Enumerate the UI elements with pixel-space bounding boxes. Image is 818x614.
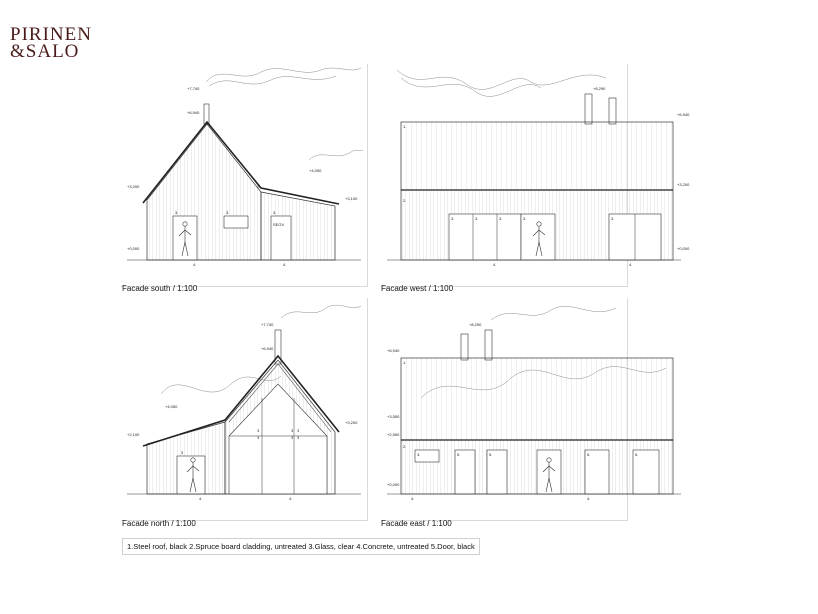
level-label: +0,000: [677, 246, 690, 251]
level-label: +8,290: [469, 322, 482, 327]
facade-west-drawing: [381, 64, 690, 286]
material-marker: 4.: [289, 496, 293, 501]
facade-east-panel: [381, 298, 639, 521]
material-marker: 3.: [175, 210, 179, 215]
facade-north-panel: [121, 298, 368, 521]
material-marker: 2.: [257, 184, 261, 189]
brand-logo: [10, 26, 92, 60]
material-marker: 2.: [403, 198, 407, 203]
material-marker: 3.: [475, 216, 479, 221]
material-marker: 3.: [451, 216, 455, 221]
material-marker: 3.: [273, 210, 277, 215]
material-marker: 4.: [629, 262, 633, 267]
materials-legend: 1.Steel roof, black 2.Spruce board cladding, untreated 3.Glass, clear 4.Concrete, untreated 5.Door, black: [122, 538, 480, 555]
material-marker: 4.: [199, 496, 203, 501]
material-marker: 5.: [489, 452, 493, 457]
material-marker: 3.: [417, 452, 421, 457]
level-label: +2,550: [387, 432, 400, 437]
caption-south: Facade south / 1:100: [122, 284, 198, 293]
door-label: SEGV: [273, 222, 285, 227]
facade-west-panel: [381, 64, 690, 287]
material-marker: 4.: [587, 496, 591, 501]
material-marker: 3: [297, 428, 300, 433]
level-label: +3,100: [345, 196, 358, 201]
material-marker: 1.: [403, 360, 407, 365]
level-label: +8,290: [593, 86, 606, 91]
material-marker: 3.: [226, 210, 230, 215]
material-marker: 4.: [193, 262, 197, 267]
level-label: +6,940: [261, 346, 274, 351]
material-marker: 3: [181, 450, 184, 455]
level-label: +7,740: [187, 86, 200, 91]
level-label: +3,200: [345, 420, 358, 425]
material-marker: 5.: [587, 452, 591, 457]
level-label: +7,740: [261, 322, 274, 327]
logo-line-1: PIRINEN: [10, 24, 92, 45]
material-marker: 5.: [635, 452, 639, 457]
material-marker: 2.: [403, 444, 407, 449]
level-label: +6,940: [677, 112, 690, 117]
material-marker: 3.: [499, 216, 503, 221]
material-marker: 3.: [523, 216, 527, 221]
level-label: +4,050: [165, 404, 178, 409]
level-label: +2,100: [127, 432, 140, 437]
level-label: +0,000: [127, 246, 140, 251]
level-label: +3,200: [677, 182, 690, 187]
caption-east: Facade east / 1:100: [381, 519, 452, 528]
material-marker: 3: [291, 435, 294, 440]
material-marker: 3: [297, 435, 300, 440]
caption-west: Facade west / 1:100: [381, 284, 454, 293]
facade-south-drawing: [121, 64, 367, 286]
facade-south-panel: [121, 64, 368, 287]
material-marker: 3.: [611, 216, 615, 221]
material-marker: 3: [291, 428, 294, 433]
material-marker: 4.: [493, 262, 497, 267]
material-marker: 4.: [411, 496, 415, 501]
level-label: +4,050: [309, 168, 322, 173]
material-marker: 3: [257, 435, 260, 440]
level-label: +0,000: [387, 482, 400, 487]
material-marker: 4.: [283, 262, 287, 267]
level-label: +6,940: [387, 348, 400, 353]
level-label: +6,940: [187, 110, 200, 115]
caption-north: Facade north / 1:100: [122, 519, 196, 528]
material-marker: 5.: [457, 452, 461, 457]
facade-east-drawing: [381, 298, 639, 520]
level-label: +3,200: [127, 184, 140, 189]
facade-north-drawing: [121, 298, 367, 520]
material-marker: 3: [257, 428, 260, 433]
logo-line-2: &SALO: [10, 41, 80, 62]
material-marker: 1.: [403, 124, 407, 129]
level-label: +3,550: [387, 414, 400, 419]
